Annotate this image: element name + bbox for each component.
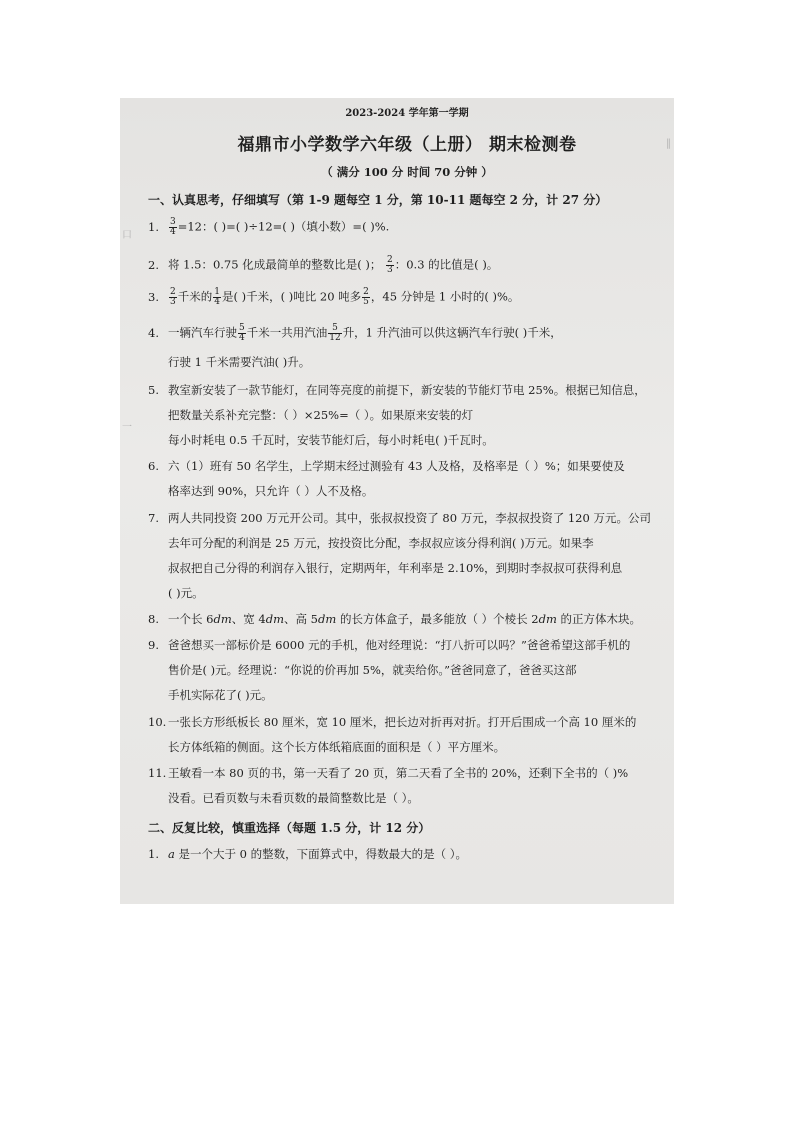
question-9-line-3: 手机实际花了( )元。 [168, 688, 273, 702]
question-7-line-2: 去年可分配的利润是 25 万元，按投资比分配，李叔叔应该分得利润( )万元。如果李 [168, 536, 594, 550]
question-3: 3. $\frac{2}{3}$ 千米的 $\frac{1}{4}$ 是( )千米，( )吨比 20 吨多 $\frac{2}{5}$ ，45 分钟是 1 小时的( )%。 [148, 287, 520, 307]
question-6: 6. 六（1）班有 50 名学生，上学期末经过测验有 43 人及格，及格率是（ ）%；如果要使及 [148, 459, 625, 473]
exam-meta: （ 满分 100 分 时间 70 分钟 ） [321, 165, 493, 179]
question-1: 1. $\frac{3}{4}$ =12：( )=( )÷12=( )（填小数）=( )%. [148, 217, 390, 237]
fraction-5-12: $\frac{5}{12}$ [329, 323, 341, 343]
question-11: 11. 王敏看一本 80 页的书，第一天看了 20 页，第二天看了全书的 20%，还剩下全书的（ )% [148, 766, 629, 780]
question-9-line-2: 售价是( )元。经理说：“你说的价再加 5%，就卖给你。”爸爸同意了，爸爸买这部 [168, 663, 577, 677]
fraction-5-4: $\frac{5}{4}$ [239, 323, 245, 343]
question-6-line-2: 格率达到 90%，只允许（ ）人不及格。 [168, 484, 374, 498]
fraction-3-4: $\frac{3}{4}$ [170, 217, 176, 237]
school-term: 2023-2024 学年第一学期 [345, 108, 469, 119]
question-10-line-2: 长方体纸箱的侧面。这个长方体纸箱底面的面积是（ ）平方厘米。 [168, 740, 506, 754]
question-11-line-2: 没看。已看页数与未看页数的最简整数比是（ ）。 [168, 791, 419, 805]
question-2: 2. 将 1.5：0.75 化成最简单的整数比是( )； $\frac{2}{3}$ ：0.3 的比值是( )。 [148, 255, 499, 275]
fraction-2-3: $\frac{2}{3}$ [387, 255, 393, 275]
bleed-mark: 一 [122, 422, 132, 433]
fraction-2-5: $\frac{2}{5}$ [363, 287, 369, 307]
question-7-line-4: ( )元。 [168, 586, 204, 600]
section-1-title: 一、认真思考，仔细填写（第 1-9 题每空 1 分，第 10-11 题每空 2 分，计 27 分） [148, 193, 608, 207]
section-2-question-1: 1. a 是一个大于 0 的整数，下面算式中，得数最大的是（ ）。 [148, 847, 468, 861]
question-7-line-3: 叔叔把自己分得的利润存入银行，定期两年，年利率是 2.10%，到期时李叔叔可获得利息 [168, 561, 623, 575]
question-9: 9. 爸爸想买一部标价是 6000 元的手机，他对经理说：“打八折可以吗？”爸爸希望这部手机的 [148, 638, 631, 652]
bleed-mark: ‖ [666, 138, 671, 149]
question-4-line-2: 行驶 1 千米需要汽油( )升。 [168, 355, 311, 369]
fraction-2-3: $\frac{2}{3}$ [170, 287, 176, 307]
bleed-mark: 口 [122, 230, 132, 241]
exam-title: 福鼎市小学数学六年级（上册） 期末检测卷 [237, 135, 577, 155]
question-7: 7. 两人共同投资 200 万元开公司。其中，张叔叔投资了 80 万元，李叔叔投资了 120 万元。公司 [148, 511, 651, 525]
question-10: 10. 一张长方形纸板长 80 厘米，宽 10 厘米，把长边对折再对折。打开后围成一个高 10 厘米的 [148, 715, 637, 729]
fraction-1-4: $\frac{1}{4}$ [214, 287, 220, 307]
exam-photo [120, 98, 674, 904]
question-8: 8. 一个长 6dm、宽 4dm、高 5dm 的长方体盒子，最多能放（ ）个棱长 2dm 的正方体木块。 [148, 612, 642, 626]
question-5: 5. 教室新安装了一款节能灯，在同等亮度的前提下，新安装的节能灯节电 25%。根据已知信息， [148, 383, 646, 397]
question-5-line-3: 每小时耗电 0.5 千瓦时，安装节能灯后，每小时耗电( )千瓦时。 [168, 433, 494, 447]
question-4: 4. 一辆汽车行驶 $\frac{5}{4}$ 千米一共用汽油 $\frac{5}{12}$ 升，1 升汽油可以供这辆汽车行驶( )千米， [148, 323, 562, 343]
section-2-title: 二、反复比较，慎重选择（每题 1.5 分，计 12 分） [148, 821, 431, 835]
question-5-line-2: 把数量关系补充完整：（ ）×25%=（ ）。如果原来安装的灯 [168, 408, 474, 422]
